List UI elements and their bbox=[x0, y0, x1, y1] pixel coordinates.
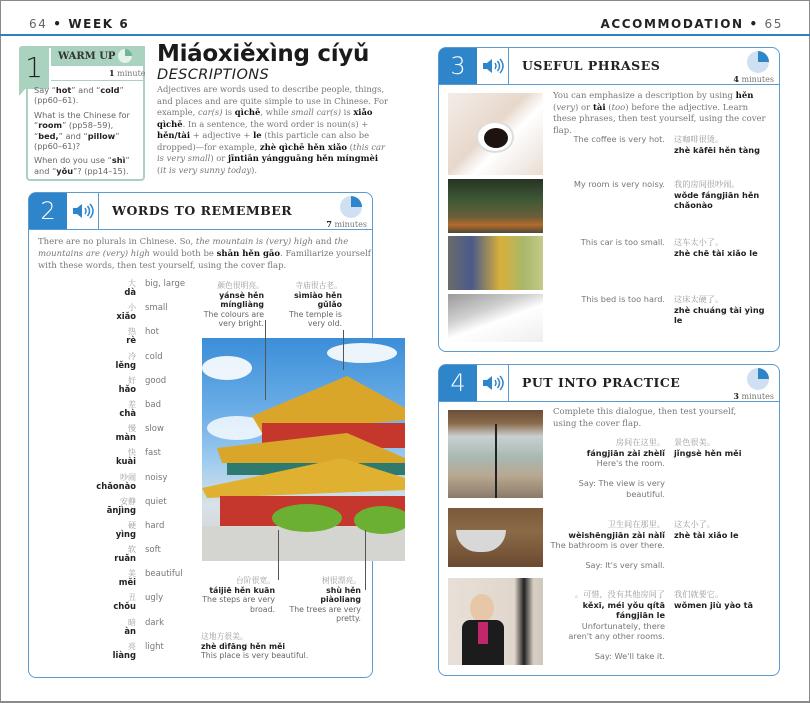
coffee-cup-photo bbox=[448, 93, 543, 175]
box-header bbox=[439, 365, 779, 402]
warm-up-question: When do you use “shì” and “yǒu”? (pp14–15). bbox=[34, 155, 130, 176]
warm-up-body bbox=[34, 85, 144, 180]
pillows-photo bbox=[448, 294, 543, 342]
dialogue-answer: 我们就要它。 wǒmen jiù yào tā bbox=[674, 589, 754, 610]
vocab-item: 安静 ānjìng quiet bbox=[106, 496, 167, 515]
separator: • bbox=[53, 17, 63, 31]
phrase-english: My room is very noisy. bbox=[573, 179, 665, 189]
dialogue-answer: 这太小了。 zhè tài xiǎo le bbox=[674, 519, 739, 540]
vocab-list bbox=[84, 278, 204, 665]
vocab-item: 差 chà bad bbox=[119, 399, 161, 418]
right-page-header bbox=[600, 17, 783, 31]
vocab-item: 快 kuài fast bbox=[115, 448, 161, 467]
warm-up-question: What is the Chinese for “room” (pp58–59), “bed,” and “pillow” (pp60–61)? bbox=[34, 109, 130, 152]
hotel-receptionist-photo bbox=[448, 578, 543, 665]
clock-pie-icon bbox=[118, 49, 132, 63]
vocab-item: 好 hǎo good bbox=[118, 375, 167, 394]
cup-shape bbox=[476, 121, 514, 153]
caption: 台阶很宽。 táijiē hěn kuān The steps are very broad. bbox=[202, 576, 275, 614]
section-number: 4 bbox=[439, 365, 477, 401]
box-header bbox=[29, 193, 372, 230]
audio-button[interactable] bbox=[477, 365, 509, 401]
vocab-item: 大 dà big, large bbox=[124, 279, 186, 297]
chinese-temple-photo bbox=[202, 338, 405, 561]
caption: 这地方很美。 zhè dìfāng hěn měi This place is very beautiful. bbox=[201, 632, 309, 661]
section-number: 3 bbox=[439, 48, 477, 84]
phrases-intro: You can emphasize a description by using hěn (very) or tài (too) before the adjective. Learn these phrases, then test yourself, using the cover flap. bbox=[553, 91, 766, 136]
section-title: PUT INTO PRACTICE bbox=[522, 375, 681, 390]
leader-line bbox=[278, 530, 279, 580]
dialogue-answer: 景色很美。 jǐngsè hěn měi bbox=[674, 437, 742, 458]
box-header bbox=[439, 48, 779, 85]
words-intro: There are no plurals in Chinese. So, the mountain is (very) high and the mountains are (very) high would both be shān hěn gāo. Familiarize yourself with these words, then test yourself, using the cover flap. bbox=[38, 237, 371, 271]
header-rule bbox=[0, 34, 810, 36]
separator: • bbox=[749, 17, 759, 31]
leader-line bbox=[265, 320, 266, 400]
lesson-title-pinyin: Miáoxiěxìng cíyǔ bbox=[157, 41, 370, 67]
practice-intro: Complete this dialogue, then test yourself, using the cover flap. bbox=[553, 407, 737, 429]
vocab-item: 热 rè hot bbox=[126, 327, 159, 346]
clock-pie-icon bbox=[747, 368, 769, 390]
speaker-icon bbox=[482, 375, 504, 391]
speaker-icon bbox=[482, 58, 504, 74]
temple-illustration bbox=[202, 338, 405, 561]
warm-up-number: 1 bbox=[19, 46, 49, 89]
leader-line bbox=[343, 330, 344, 370]
left-page-number: 64 bbox=[29, 17, 48, 31]
phrase-chinese: 我的房间很吵闹。 wǒde fángjiān hěn chǎonào bbox=[674, 179, 760, 210]
clock-pie-icon bbox=[747, 51, 769, 73]
vocab-item: 美 měi beautiful bbox=[118, 569, 183, 588]
speaker-icon bbox=[72, 203, 94, 219]
caption: 树很漂亮。 shù hěn piàoliang The trees are very pretty. bbox=[289, 576, 361, 624]
phrase-chinese: 这咖啡很烫。 zhè kāfēi hěn tàng bbox=[674, 134, 760, 155]
vocab-item: 软 ruǎn soft bbox=[114, 545, 161, 564]
dialogue-say: Say: We'll take it. bbox=[594, 651, 665, 661]
vocab-item: 丑 chǒu ugly bbox=[113, 593, 164, 612]
vocab-item: 小 xiǎo small bbox=[116, 303, 168, 322]
dialogue-prompt: 卫生间在那里。 wèishēngjiān zài nàlǐ The bathroom is over there. bbox=[550, 519, 665, 550]
clock-pie-icon bbox=[340, 196, 362, 218]
dialogue-say: Say: It's very small. bbox=[585, 560, 665, 570]
vocab-item: 吵闹 chǎonào noisy bbox=[96, 472, 168, 491]
warm-up-question: Say “hot” and “cold” (pp60–61). bbox=[34, 85, 124, 106]
speech-tail bbox=[19, 87, 27, 96]
phrase-chinese: 这床太硬了。 zhè chuáng tài yìng le bbox=[674, 294, 765, 325]
hotel-room-view-photo bbox=[448, 410, 543, 498]
section-title: WORDS TO REMEMBER bbox=[112, 203, 293, 218]
lesson-title-english: DESCRIPTIONS bbox=[157, 67, 270, 83]
section-number: 2 bbox=[29, 193, 67, 229]
duration: 3 minutes bbox=[733, 391, 774, 401]
bathroom-sink-photo bbox=[448, 508, 543, 567]
phrase-english: This car is too small. bbox=[580, 237, 665, 247]
leader-line bbox=[365, 530, 366, 590]
duration: 4 minutes bbox=[733, 74, 774, 84]
vocab-item: 硬 yìng hard bbox=[115, 520, 165, 539]
phrase-english: The coffee is very hot. bbox=[573, 134, 665, 144]
audio-button[interactable] bbox=[477, 48, 509, 84]
duration: 7 minutes bbox=[326, 219, 367, 229]
city-traffic-photo bbox=[448, 179, 543, 233]
warm-up-title: WARM UP bbox=[58, 51, 116, 62]
right-section-title: ACCOMMODATION bbox=[600, 17, 744, 31]
vocab-item: 暗 àn dark bbox=[124, 617, 165, 636]
car-trunk-luggage-photo bbox=[448, 236, 543, 290]
right-page-number: 65 bbox=[764, 17, 783, 31]
phrase-english: This bed is too hard. bbox=[581, 294, 665, 304]
audio-button[interactable] bbox=[67, 193, 99, 229]
section-title: USEFUL PHRASES bbox=[522, 58, 661, 73]
vocab-item: 冷 lěng cold bbox=[115, 351, 163, 370]
divider bbox=[51, 80, 143, 81]
vocab-item: 亮 liàng light bbox=[112, 641, 164, 660]
dialogue-prompt: 可惜，没有其他房间了。 kěxī, méi yǒu qítā fángjiān le Unfortunately, there aren't any other rooms. bbox=[568, 589, 665, 641]
caption: 颜色很明亮。 yánsè hěn míngliàng The colours are very bright. bbox=[203, 281, 264, 329]
left-page-header bbox=[29, 17, 129, 31]
left-section-title: WEEK 6 bbox=[68, 17, 130, 31]
dialogue-say: Say: The view is very beautiful. bbox=[578, 478, 665, 499]
warm-up-duration: 1 minute bbox=[109, 68, 146, 78]
dialogue-prompt: 房间在这里。 fángjiān zài zhèlǐ Here's the room. bbox=[586, 437, 665, 468]
vocab-item: 慢 màn slow bbox=[115, 424, 164, 443]
caption: 寺庙很古老。 sìmiào hěn gǔlǎo The temple is very old. bbox=[288, 281, 342, 329]
phrase-chinese: 这车太小了。 zhè chē tài xiǎo le bbox=[674, 237, 758, 258]
lesson-intro: Adjectives are words used to describe people, things, and places and are quite simple to use in Chinese. For example, car(s) is qìchē, while small car(s) is xiǎo qìchē. In a sentence, the word order is noun(s) + hěn/tài + adjective + le (this particle can also be dropped)—for example, zhè qìchē hěn xiǎo (this car is very small) or jīntiān yángguāng hěn míngmèi (it is very sunny today). bbox=[157, 84, 388, 175]
